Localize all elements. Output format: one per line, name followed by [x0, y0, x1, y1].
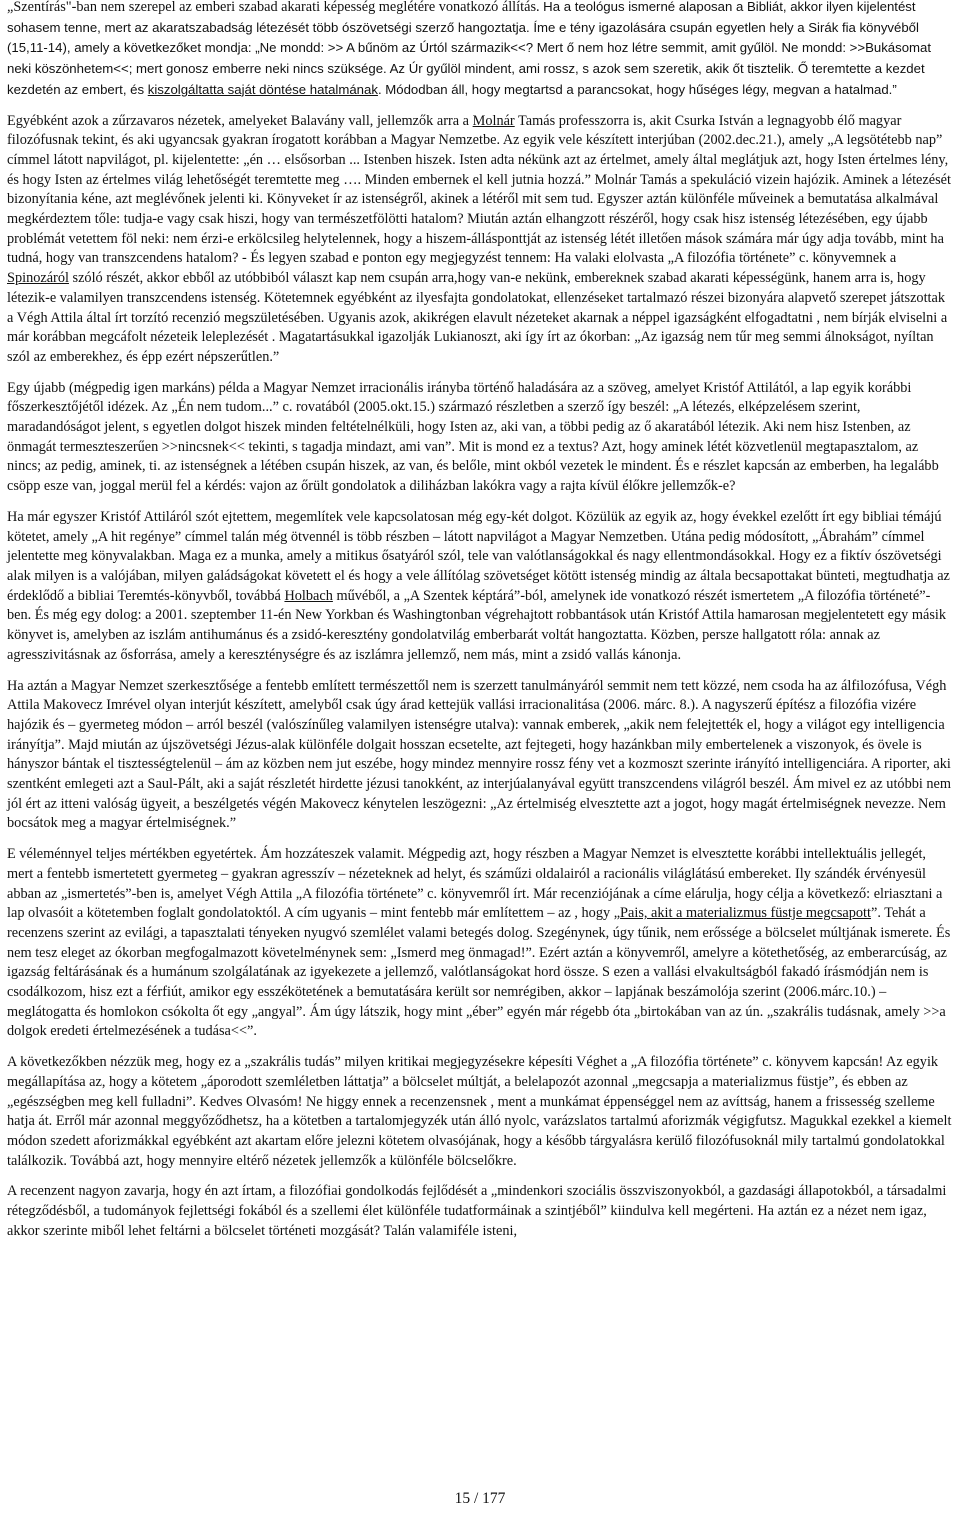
paragraph-5: Ha aztán a Magyar Nemzet szerkesztősége a fentebb említett természettől nem is szerzett tanulmányáról semmit nem tett közzé, nem csoda ha az álfilozófusa, Végh Attila Makovecz Imrével olyan interjút készített, amelyből csak úgy árad kettejük vallási irracionalitása (2006. márc. 8.). A nagyszerű építész a filozófia vizére hajózik és – gyermeteg módon – arról beszél (valószínűleg valamilyen istenségre utalva): vannak emberek, „akik nem felejtették el, hogy a világot egy intelligencia irányítja”. Majd miután az újszövetségi Jézus-alak különféle dolgait hosszan ecsetelte, azt fejtegeti, hogy hazánkban mily embertelenek a viszonyok, és övele is hányszor bántak el tisztességtelenül – ám az közben nem jut eszébe, hogy mindez mennyire rossz fény vet a kozmoszt szerinte irányító intelligenciára. A riporter, aki szentként emlegeti azt a Saul-Pált, aki a saját részletét hirdette jézusi tanokként, az interjúalanyával együtt transzcendens világról beszél. Ám mivel ez az utóbbi nem jól ért az itteni valóság ügyeit, a beszélgetés végén Makovecz kénytelen leszögezni: „Az értelmiség elvesztette azt a jogot, hogy magát értelmiségnek nevezze. Nem bocsátok meg a magyar értelmiségnek.”	[7, 677, 952, 832]
paragraph-7: A következőkben nézzük meg, hogy ez a „szakrális tudás” milyen kritikai megjegyzésekre képesíti Véghet a „A filozófia története” c. könyvem kapcsán! Az egyik megállapítása az, hogy a kötetem „áporodott szemléletben láttatja” a bölcselet múltját, a belelapozót azonnal „megcsapja a materializmus füstje”, és ebben az „egészségben meg kell fulladni”. Kedves Olvasóm! Ne higgy ennek a recenzensnek , ment a munkámat éppenséggel nem az avíttság, hanem a frissesség szelleme hatja át. Erről már azonnal meggyőződhetsz, ha a kötetben a tartalomjegyzék után álló nyolc, varázslatos tartalmú aforizmák végigfutsz. Magukkal ezekkel a kiemelt módon szedett aforizmákkal egyébként azt akartam előre jelezni kötetem olvasójának, hogy a később tárgyalásra kerülő filozófusoknál mily tartalmú gondolatokkal találkozik. Továbbá azt, hogy mennyire eltérő nézetek jellemzők a különféle bölcselőkre.	[7, 1054, 952, 1169]
paragraph-4: Ha már egyszer Kristóf Attiláról szót ejtettem, megemlítek vele kapcsolatosan még egy-két dolgot. Közülük az egyik az, hogy évekkel ezelőtt írt egy bibliai témájú kötetet, amely „A hit regénye” címmel talán még ötvennél is több részben – látott napvilágot a Magyar Nemzetben. Utána pedig módosított, „Ábrahám” címmel jelentette meg könyvalakban. Maga ez a munka, amely a mitikus ősatyáról szól, tele van valótlanságokkal és nagy ellentmondásokkal. Hogy ez a fiktív ószövetségi alak milyen is a valójában, milyen galádságokat követett el és hogy a vele állítólag szövetséget kötött istenség mindig az általa becsapottakat bünteti, megtudhatja az érdeklődő a bibliai Teremtés-könyvből, továbbá Holbach művéből, a „A Szentek képtárá”-ból, amelynek ide vonatkozó részét ismertetem „A filozófia történeté”-ben. És még egy dolog: a 2001. szeptember 11-én New Yorkban és Washingtonban végrehajtott robbantások után Kristóf Attila hamarosan megjelentetett egy másik könyvet is, amelyben az iszlám antihumánus és a zsidó-keresztény gondolatvilág emberbarát voltát hangoztatta. Közben, persze hallgatott róla: annak az agresszivitásnak az ősforrása, amely a kereszténységre és az iszlámra jellemző, nem más, mint a zsidó vallás kánonja.	[7, 508, 950, 663]
link-molnar[interactable]: Molnár	[472, 112, 515, 129]
page-number: 15 / 177	[454, 1490, 506, 1507]
link-pais-materializmus[interactable]: Pais, akit a materializmus füstje megcsapott	[620, 905, 871, 922]
link-holbach[interactable]: Holbach	[284, 587, 333, 604]
paragraph-3: Egy újabb (mégpedig igen markáns) példa a Magyar Nemzet irracionális irányba történő haladására az a szöveg, amelyet Kristóf Attilától, a lap egyik korábbi főszerkesztőjétől idézek. Az „Én nem tudom...” c. rovatából (2005.okt.15.) származó részletben a szerző így beszél: „A létezés, elképzelésem szerint, maradandóságot jelent, s egyetlen dolgot hiszek minden feltételnélküli, hogy Isten az, aki van, a többi pedig az ő akaratából létezik. Aki nem hisz Istenben, az önmagát termeszteszerűen >>nincsnek<< tekinti, s tagadja mindazt, ami van”. Mit is mond ez a textus? Azt, hogy aminek létét közvetlenül megtapasztalom, az nincs; az pedig, aminek, ti. az istenségnek a létében csupán hiszek, az van, és belőle, mint okból vezetek le mindent. És e részlet kapcsán az emberben, ha legalább csöpp esze van, joggal merül fel a kérdés: vajon az őrült gondolatok a diliházban lakókra vagy a rajta kívül élőkre jellemzők-e?	[7, 379, 939, 495]
paragraph-2: Egyébként azok a zűrzavaros nézetek, amelyeket Balavány vall, jellemzők arra a Molnár Tamás professzorra is, akit Csurka István a legnagyobb élő magyar filozófusnak tekint, és aki ugyancsak gyakran írogatott korábban a Magyar Nemzetbe. Az egyik vele készített interjúban (2002.dec.21.), amely „A legsötétebb nap” címmel látott napvilágot, pl. kijelentette: „én … elsősorban ... Istenben hiszek. Isten adta nékünk azt az értelmet, amely által meglátjuk azt, hogy Isten értelmes lény, és hogy Isten az értelmes világ lehetőségét teremtette meg …. Minden embernek el kell jutnia hozzá.” Molnár Tamás a spekuláció vizein hajózik. Aminek a létezését bizonyítania kéne, azt meglévőnek jelenti ki. Könyveket ír az istenségről, akinek a létéről mit sem tud. Egyszer aztán különféle műveinek a bemutatása alkalmával megkérdeztem tőle: tudja-e vagy csak hiszi, hogy van természetfölötti hatalom? Miután aztán elhangzott részéről, hogy csak hisz istenség létezésében, egy újabb problémát vetettem föl neki: nem érzi-e erkölcsileg helytelennek, hogy a hiszem-állásponttját az istenség létét illetően mások számára már úgy adja tovább, mint ha tudná, hogy van transzcendens hatalom? - És legyen szabad e ponton egy megjegyzést tennem: Ha valaki elolvasta „A filozófia története” c. könyvemnek a Spinozáról szóló részét, akkor ebből az utóbbiból választ kap nem csupán arra,hogy van-e nekünk, embereknek szabad akarati képességünk, hanem arra is, hogy létezik-e valamilyen transzcendens istenség. Kötetemnek egyébként az ilyesfajta gondolatokat, ellenzéseket tartalmazó részei bizonyára alapvető szerepet játszottak a Végh Attila által írt torzító recenzió megszületésében. Ugyanis azok, akikrégen elavult nézeteket akarnak a néppel igazságként elfogadtatni , nem bírják elviselni a már korábban megcáfolt nézeteik leleplezését . Magatartásukkal igazolják Lukianoszt, aki így írt az ókorban: „Az igazság nem tűr meg semmi álnokságot, nyíltan szól az emberekhez, és épp ezért népszerűtlen.”	[7, 112, 951, 365]
paragraph-1-quote: Ha a teológus ismerné alaposan a Bibliát, akkor ilyen kijelentést sohasem tenne, mert az akaratszabadság létezését több ószövetségi szerző hangoztatja. Íme e tény igazolására csupán egyetlen hely a Sirák fia könyvéből (15,11-14), amely a következőket mondja: „Ne mondd: >> A bűnöm az Úrtól származik<<? Mert ő nem hoz létre semmit, amit gyűlöl. Ne mondd: >>Bukásomat neki köszönhetem<<; mert gonosz emberre neki nincs szüksége. Az Úr gyűlöl mindent, ami rossz, s azok sem szeretik, akik őt tisztelik. Ő teremtette a kezdet kezdetén az embert, és kiszolgáltatta saját döntése hatalmának. Módodban áll, hogy megtartsd a parancsokat, hogy hűséges légy, megvan a hatalmad.”	[7, 0, 932, 97]
paragraph-1-intro: „Szentírás"-ban nem szerepel az emberi szabad akarati képesség meglétére vonatkozó állítás.	[7, 0, 544, 15]
link-kiszolgaltatta[interactable]: kiszolgáltatta saját döntése hatalmának	[147, 81, 378, 97]
paragraph-1	[7, 0, 953, 101]
document-page	[7, 0, 953, 1529]
paragraph-6: E véleménnyel teljes mértékben egyetértek. Ám hozzáteszek valamit. Mégpedig azt, hogy részben a Magyar Nemzet is elvesztette korábbi intellektuális jellegét, mert a fentebb ismertetett gyermeteg – gyakran agresszív – nézeteknek ad helyt, és száműzi oldalairól a racionális világlátású embereket. Ily szándék érvényesül abban az „ismertetés”-ben is, amelyet Végh Attila „A filozófia története” c. könyvemről írt. Már recenziójának a címe elárulja, hogy célja a következő: elriasztani a lap olvasóit a kötetemben foglalt gondolatoktól. A cím ugyanis – mint fentebb már említettem – az , hogy „Pais, akit a materializmus füstje megcsapott”. Tehát a recenzens szerint az evilági, a tapasztalati tényeken nyugvó szemlélet valami betegés dolog. Szegénynek, úgy tűnik, nem erőssége a bölcselet múltjának ismerete. És nem tesz eleget az ókorban megfogalmazott követelménynek sem: „Ismerd meg önmagad!”. Ezért aztán a könyvemről, amelyre a kötethetőség, az emberarcúság, az igazság feltárásának és a humánum szolgálatának az igyekezete a jellemző, valótlanságokat hord össze. S ezen a vallási elvakultságból fakadó írásmódján nem is csodálkozom, hisz ezt a férfiút, amikor egy esszékötetének a bemutatására került sor nemrégiben, akkor – lapjának beszámolója szerint (2006.márc.10.) – meglátogatta és homlokon csókolta őt egy „angyal”. Ám úgy látszik, hogy mint „éber” egyén már régebb óta „birtokában van az ún. „szakrális tudásnak, amely >>a dolgok eredeti értelmezésének a tudása<<”.	[7, 846, 951, 1040]
paragraph-8: A recenzent nagyon zavarja, hogy én azt írtam, a filozófiai gondolkodás fejlődését a „mindenkori szociális összviszonyokból, a gazdasági állapotokból, a társadalmi rétegződésből, a tudományok fejlettségi fokából és a szellemi élet különféle tudatformáinak a szintjéből” kiindulva kell megérteni. Ha aztán ez a nézet nem igaz, akkor szerinte miből lehet feltárni a bölcselet történeti mozgását? Talán valamiféle isteni,	[7, 1183, 947, 1239]
link-spinozarol[interactable]: Spinozáról	[7, 270, 69, 287]
